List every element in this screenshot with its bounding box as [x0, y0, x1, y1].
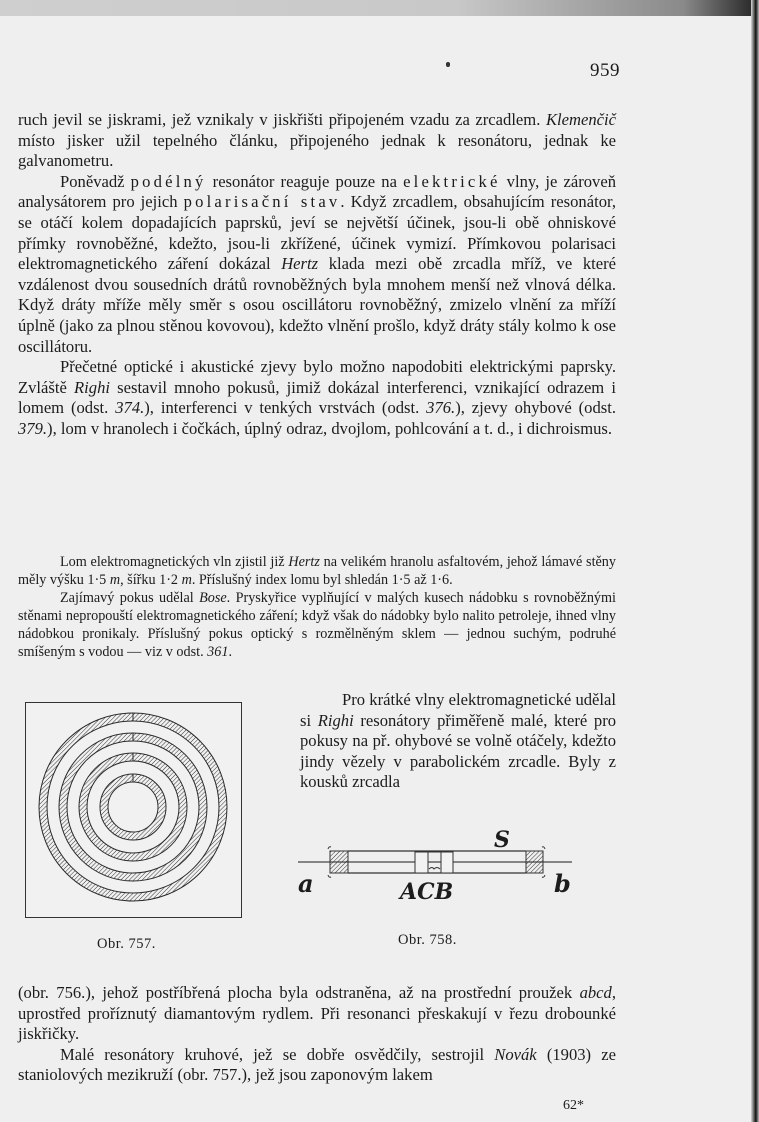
label-a: a — [298, 869, 314, 898]
side-paragraph: Pro krátké vlny elektromagnetické udělal si Righi resonátory přiměřeně malé, které pro pokusy na př. ohybové se volně otáčely, kdežto jindy vězely v parabolickém zrcadle. Byly z kousků zrcadla — [300, 690, 617, 792]
paragraph-2: Poněvadž podélný resonátor reaguje pouze na elektrické vlny, je zároveň analysátorem pro jejich polarisační stav. Když zrcadlem, obsahujícím resonátor, se otáčí kolem dopadajících paprsků, jeví se největší účinek, jsou-li obě ohniskové přímky rovnoběžné, kdežto, jsou-li zkřížené, účinek vymizí. Přímkovou polarisaci elektromagnetického záření dokázal Hertz klada mezi obě zrcadla mříž, ve které vzdálenost dvou sousedních drátů rovnoběžných byla mnohem menší než vlnová délka. Když dráty mříže měly směr s osou oscillátoru rovnoběžný, zmizelo vlnění za mříží úplně (jako za plnou stěnou kovovou), kdežto vlnění prošlo, když dráty stály kolmo k ose oscillátoru. — [18, 171, 616, 356]
page-number: 959 — [590, 60, 620, 81]
signature-mark: 62* — [563, 1098, 584, 1113]
main-text-block — [18, 110, 616, 440]
figure-758-caption: Obr. 758. — [398, 932, 457, 948]
scan-top-shadow — [0, 0, 759, 16]
scan-right-edge — [751, 0, 759, 1122]
bottom-paragraph-1: (obr. 756.), jehož postříbřená plocha byla odstraněna, až na prostřední proužek abcd, uprostřed proříznutý diamantovým rydlem. Při resonanci přeskakují v řezu drobounké jiskřičky. — [18, 983, 616, 1044]
small-paragraph-1: Lom elektromagnetických vln zjistil již Hertz na velikém hranolu asfaltovém, jehož lámavé stěny měly výšku 1·5 m, šířku 1·2 m. Příslušný index lomu byl shledán 1·5 až 1·6. — [18, 554, 616, 588]
rings-drawing — [26, 703, 241, 917]
figure-757-concentric-rings — [25, 702, 242, 918]
figure-758-resonator-tube — [292, 827, 572, 915]
bottom-text-block — [18, 983, 616, 1086]
figure-757-caption: Obr. 757. — [97, 936, 156, 952]
small-print-block — [18, 553, 616, 661]
label-acb: ACB — [400, 879, 454, 905]
paragraph-1: ruch jevil se jiskrami, jež vznikaly v jiskřišti připojeném vzadu za zrcadlem. Klemenčič místo jisker užil tepelného článku, připojeného jednak k resonátoru, jednak ke galvanometru. — [18, 110, 616, 171]
paragraph-3: Přečetné optické i akustické zjevy bylo možno napodobiti elektrickými paprsky. Zvláště Righi sestavil mnoho pokusů, jimiž dokázal interferenci, vznikající odrazem i lomem (odst. 374.), interferenci v tenkých vrstvách (odst. 376.), zjevy ohybové (odst. 379.), lom v hranolech i čočkách, úplný odraz, dvojlom, pohlcování a t. d., i dichroismus. — [18, 357, 617, 438]
bottom-paragraph-2: Malé resonátory kruhové, jež se dobře osvědčily, sestrojil Novák (1903) ze staniolových mezikruží (obr. 757.), jež jsou zaponovým lakem — [18, 1044, 616, 1085]
speck — [446, 62, 450, 67]
label-b: b — [554, 869, 571, 898]
label-s: S — [494, 827, 510, 853]
side-text-block — [300, 690, 616, 793]
small-paragraph-2: Zajímavý pokus udělal Bose. Pryskyřice vyplňující v malých kusech nádobku s rovnoběžnými stěnami nepropouští elektromagnetického záření; když však do nádobky bylo nalito petroleje, ihned vlny nádobkou pronikaly. Příslušný pokus optický s rozmělněným sklem — jednou suchým, podruhé smíšeným s vodou — viz v odst. 361. — [18, 590, 616, 660]
